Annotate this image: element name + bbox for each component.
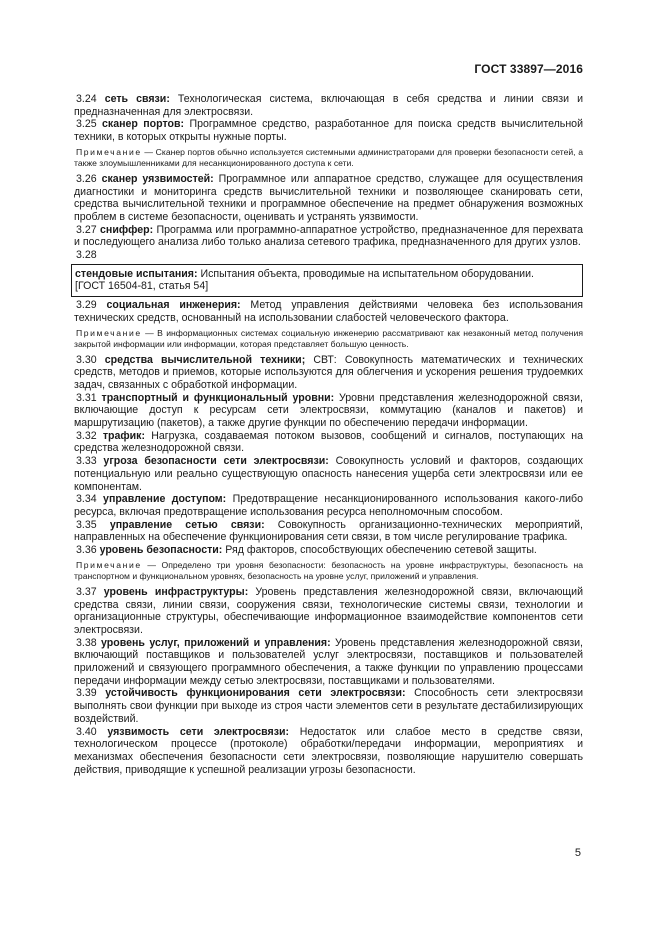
term-definition: Уровни представления железнодорожной связи, включающие доступ к ресурсам сети электросвязи, коммутацию (каналов и пакетов) и маршрутизацию (пакетов), а также другие функции по обеспечению передачи информации.: [74, 391, 584, 430]
note: [74, 328, 583, 350]
page-number: 5: [574, 847, 581, 859]
term-definition: СВТ: Совокупность математических и технических средств, методов и приемов, которые используются для облегчения и ускорения решения трудоемких задач, связанных с обработкой информации.: [74, 353, 584, 391]
term-definition: Технологическая система, включающая в себя средства и линии связи и предназначенная для электросвязи.: [74, 93, 583, 118]
term-definition: Уровень представления железнодорожной связи, включающий поставщиков и пользователей услуг электросвязи, поставщиков и пользователей приложений и связующего программного обеспечения, а также функции по управлению процессами передачи информации между сетью электросвязи, поставщиками и пользователями.: [74, 636, 584, 687]
boxed-term-entry: [71, 264, 583, 297]
term-definition: Уровень представления железнодорожной связи, включающий средства связи, линии связи, сооружения связи, технологические системы связи, технологии и организационные структуры, обеспечивающие информационное взаимодействие компонентов сети электросвязи.: [74, 585, 583, 636]
term-title: управление сетью связи:: [109, 518, 265, 531]
note-label: Примечание: [76, 146, 142, 157]
term-entry: 3.39 устойчивость функционирования сети электросвязи: Способность сети электросвязи выполнять свои функции при выходе из строя части элементов сети в результате дестабилизирующих воздействий.: [74, 687, 583, 725]
term-title: сканер уязвимостей:: [101, 172, 214, 185]
term-entry: 3.29 социальная инженерия: Метод управления действиями человека без использования технических средств, основанный на использовании слабостей человеческого фактора.: [74, 299, 583, 324]
note-text: — Сканер портов обычно используется системными администраторами для проверки безопасности сетей, а также злоумышленниками для несанкционированного доступа к сети.: [74, 146, 583, 168]
term-title: уровень безопасности:: [99, 544, 223, 557]
document-code: ГОСТ 33897—2016: [474, 62, 583, 76]
term-entry: 3.30 средства вычислительной техники; СВТ: Совокупность математических и технических средств, методов и приемов, которые используются для облегчения и ускорения решения трудоемких задач, связанных с обработкой информации.: [74, 353, 584, 391]
note: [74, 560, 583, 582]
term-definition: Совокупность условий и факторов, создающих потенциальную или реально существующую опасность нанесения ущерба сети электросвязи или ее компонентам.: [74, 455, 583, 493]
term-definition: Нагрузка, создаваемая потоком вызовов, сообщений и сигналов, поступающих на средства железнодорожной связи.: [74, 429, 583, 455]
term-definition: Испытания объекта, проводимые на испытательном оборудовании.: [197, 267, 534, 280]
note: [74, 147, 583, 169]
term-title: угроза безопасности сети электросвязи:: [103, 455, 329, 468]
term-entry: 3.40 уязвимость сети электросвязи: Недостаток или слабое место в средстве связи, технологическом процессе (протоколе) обработки/передачи информации, мероприятиях и механизмах обеспечения безопасности сети электросвязи, позволяющие нарушителю совершать действия, приводящие к успешной реализации угрозы безопасности.: [74, 725, 583, 776]
term-entry: 3.35 управление сетью связи: Совокупность организационно-технических мероприятий, направленных на обеспечение функционирования сети связи, в том числе регулирование трафика.: [74, 518, 583, 544]
term-entry: 3.24 сеть связи: Технологическая система, включающая в себя средства и линии связи и предназначенная для электросвязи.: [74, 93, 583, 118]
term-definition: Совокупность организационно-технических мероприятий, направленных на обеспечение функционирования сети связи, в том числе регулирование трафика.: [74, 518, 583, 544]
term-entry: 3.31 транспортный и функциональный уровни: Уровни представления железнодорожной связи, включающие доступ к ресурсам сети электросвязи, коммутацию (каналов и пакетов) и маршрутизацию (пакетов), а также другие функции по обеспечению передачи информации.: [74, 391, 584, 430]
term-entry: 3.36 уровень безопасности: Ряд факторов, способствующих обеспечению сетевой защиты.: [76, 544, 537, 557]
term-title: уровень услуг, приложений и управления:: [101, 636, 331, 649]
term-definition: Программа или программно-аппаратное устройство, предназначенное для перехвата и последующего анализа либо только анализа сетевого трафика, предназначенного для других узлов.: [74, 223, 583, 249]
term-definition: Способность сети электросвязи выполнять свои функции при выходе из строя части элементов сети в результате дестабилизирующих воздействий.: [74, 687, 583, 725]
term-title: сеть связи:: [104, 93, 170, 105]
term-definition: Программное средство, разработанное для поиска средств вычислительной техники, в которых открыты нужные порты.: [74, 118, 583, 144]
note-text: — Определено три уровня безопасности: безопасность на уровне инфраструктуры, безопасность на транспортном и функциональном уровнях, безопасность на уровне услуг, приложений и управления.: [74, 559, 583, 581]
term-title: средства вычислительной техники;: [104, 353, 306, 366]
note-label: Примечание: [76, 327, 142, 338]
term-entry: 3.25 сканер портов: Программное средство, разработанное для поиска средств вычислительной техники, в которых открыты нужные порты.: [74, 118, 583, 144]
term-entry: 3.37 уровень инфраструктуры: Уровень представления железнодорожной связи, включающий средства связи, линии связи, сооружения связи, технологические системы связи, технологии и организационные структуры, обеспечивающие информационное взаимодействие компонентов сети электросвязи.: [74, 585, 583, 636]
term-definition: Метод управления действиями человека без использования технических средств, основанный на использовании слабостей человеческого фактора.: [74, 299, 583, 324]
term-title: сниффер:: [100, 223, 154, 236]
term-title: устойчивость функционирования сети электросвязи:: [105, 687, 406, 700]
term-definition: Предотвращение несанкционированного использования какого-либо ресурса, включая предотвращение использования ресурса неполномочным способом.: [74, 493, 583, 518]
term-title: социальная инженерия:: [106, 299, 241, 312]
term-title: стендовые испытания:: [75, 267, 198, 280]
term-entry: 3.27 сниффер: Программа или программно-аппаратное устройство, предназначенное для перехвата и последующего анализа либо только анализа сетевого трафика, предназначенного для других узлов.: [74, 223, 583, 249]
term-title: транспортный и функциональный уровни:: [101, 391, 335, 404]
term-entry: 3.26 сканер уязвимостей: Программное или аппаратное средство, служащее для осуществления диагностики и мониторинга средств вычислительной техники и позволяющее сканировать сети, средства вычислительной техники и программное обеспечение на предмет обнаружения возможных проблем в системе безопасности, оценивать и устранять уязвимости.: [74, 172, 584, 223]
term-entry-number: 3.28: [76, 249, 97, 262]
term-title: уровень инфраструктуры:: [103, 585, 249, 598]
term-definition: Недостаток или слабое место в средстве связи, технологическом процессе (протоколе) обработки/передачи информации, мероприятиях и механизмах обеспечения безопасности сети электросвязи, позволяющие нарушителю совершать действия, приводящие к успешной реализации угрозы безопасности.: [74, 725, 583, 776]
term-definition: Программное или аппаратное средство, служащее для осуществления диагностики и мониторинга средств вычислительной техники и позволяющее сканировать сети, средства вычислительной техники и программное обеспечение на предмет обнаружения возможных проблем в системе безопасности, оценивать и устранять уязвимости.: [74, 172, 584, 223]
term-entry: 3.32 трафик: Нагрузка, создаваемая потоком вызовов, сообщений и сигналов, поступающих на средства железнодорожной связи.: [74, 429, 583, 455]
term-definition: Ряд факторов, способствующих обеспечению сетевой защиты.: [222, 544, 537, 557]
source-reference: [ГОСТ 16504-81, статья 54]: [75, 280, 209, 293]
term-title: уязвимость сети электросвязи:: [107, 725, 290, 738]
term-entry: 3.33 угроза безопасности сети электросвязи: Совокупность условий и факторов, создающих потенциальную или реально существующую опасность нанесения ущерба сети электросвязи или ее компонентам.: [74, 455, 583, 493]
term-entry: 3.34 управление доступом: Предотвращение несанкционированного использования какого-либо ресурса, включая предотвращение использования ресурса неполномочным способом.: [74, 493, 583, 518]
note-text: — В информационных системах социальную инженерию рассматривают как незаконный метод получения закрытой информации или информации, которая представляет большую ценность.: [74, 327, 583, 349]
terms-section: [74, 93, 583, 776]
term-title: трафик:: [102, 429, 145, 442]
term-entry: 3.38 уровень услуг, приложений и управления: Уровень представления железнодорожной связи, включающий поставщиков и пользователей услуг электросвязи, поставщиков и пользователей приложений и связующего программного обеспечения, а также функции по управлению процессами передачи информации между сетью электросвязи, поставщиками и пользователями.: [74, 636, 584, 687]
note-label: Примечание: [76, 559, 142, 570]
term-title: сканер портов:: [102, 118, 185, 131]
term-title: управление доступом:: [103, 493, 227, 506]
